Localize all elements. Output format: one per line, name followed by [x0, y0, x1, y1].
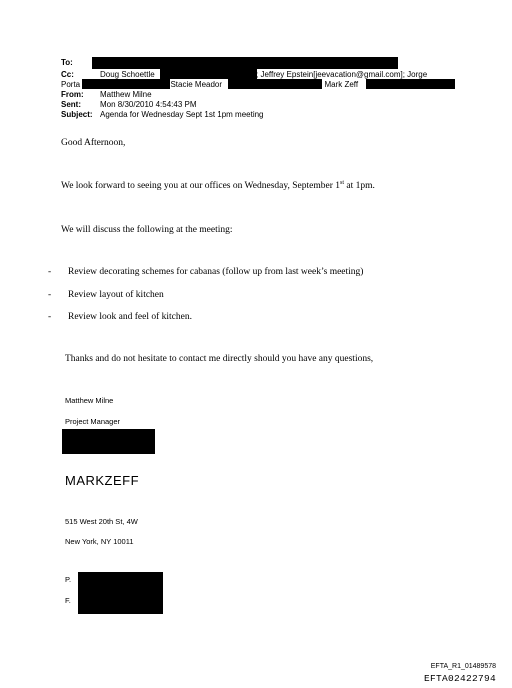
bullet-item-2: Review layout of kitchen: [68, 290, 164, 300]
cc-line2-start: Porta: [61, 80, 81, 89]
redaction-cc-3: [228, 79, 322, 89]
cc-name-2: ; Jeffrey Epstein[jeevacation@gmail.com]; Jorge: [256, 70, 428, 79]
paragraph-2: We will discuss the following at the meeting:: [61, 225, 233, 235]
company-logo-text: MARKZEFF: [65, 473, 140, 488]
from-label: From:: [61, 90, 84, 99]
paragraph-1-text: We look forward to seeing you at our offices on Wednesday, September 1: [61, 181, 340, 191]
bullet-marker-3: -: [48, 312, 52, 322]
subject-label: Subject:: [61, 110, 93, 119]
paragraph-1-superscript: st: [340, 179, 345, 186]
redaction-cc-2: [82, 79, 170, 89]
bullet-item-3: Review look and feel of kitchen.: [68, 312, 192, 322]
redaction-phone-fax: [78, 572, 163, 614]
phone-label: P.: [65, 575, 72, 584]
redaction-cc-4: [366, 79, 455, 89]
cc-name-1: Doug Schoettle: [100, 70, 155, 79]
signature-name: Matthew Milne: [65, 396, 114, 405]
footer-id-1: EFTA_R1_01489578: [430, 663, 496, 670]
address-line-1: 515 West 20th St, 4W: [65, 517, 138, 526]
redaction-cc-1: [160, 69, 257, 79]
footer-id-2: EFTA02422794: [423, 673, 496, 684]
fax-label: F.: [65, 596, 71, 605]
to-label: To:: [61, 58, 73, 67]
cc-name-3: ; Stacie Meador: [166, 80, 223, 89]
greeting: Good Afternoon,: [61, 138, 126, 148]
closing-line: Thanks and do not hesitate to contact me directly should you have any questions,: [65, 354, 374, 364]
sent-value: Mon 8/30/2010 4:54:43 PM: [100, 100, 197, 109]
cc-name-4: ; Mark Zeff: [320, 80, 359, 89]
signature-title: Project Manager: [65, 417, 121, 426]
redaction-to: [92, 57, 398, 69]
sent-label: Sent:: [61, 100, 81, 109]
bullet-marker-2: -: [48, 290, 52, 300]
redaction-signature: [62, 429, 155, 454]
subject-value: Agenda for Wednesday Sept 1st 1pm meeting: [100, 110, 264, 119]
address-line-2: New York, NY 10011: [65, 537, 134, 546]
bullet-marker-1: -: [48, 267, 52, 277]
cc-label: Cc:: [61, 70, 74, 79]
paragraph-1-end: at 1pm.: [344, 181, 375, 191]
from-value: Matthew Milne: [100, 90, 152, 99]
paragraph-1: [61, 181, 375, 191]
bullet-item-1: Review decorating schemes for cabanas (follow up from last week’s meeting): [68, 267, 364, 277]
